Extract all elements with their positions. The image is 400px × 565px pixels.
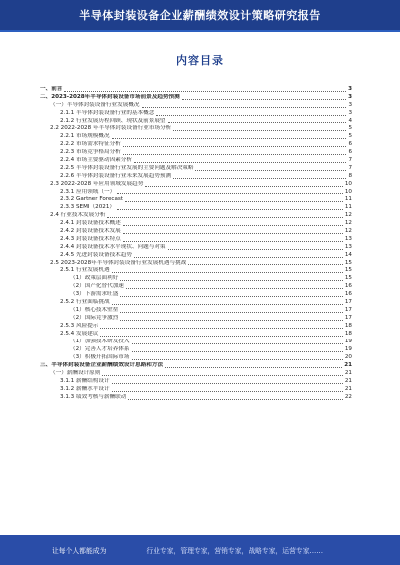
toc-entry[interactable] bbox=[40, 267, 352, 275]
toc-entry-label: 一、前言 bbox=[40, 86, 63, 92]
toc-entry-page: 3 bbox=[348, 86, 352, 92]
toc-leader-dots bbox=[107, 217, 342, 218]
toc-entry[interactable] bbox=[40, 386, 352, 394]
toc-entry-page: 4 bbox=[348, 117, 352, 124]
toc-entry-page: 7 bbox=[348, 164, 352, 171]
toc-entry[interactable] bbox=[40, 228, 352, 236]
toc-entry-label: 3.1.3 绩效考核与薪酬联动 bbox=[60, 393, 127, 400]
toc-entry-page: 21 bbox=[344, 385, 352, 392]
toc-leader-dots bbox=[126, 288, 343, 289]
toc-entry[interactable] bbox=[40, 370, 352, 378]
toc-leader-dots bbox=[120, 320, 343, 321]
toc-leader-dots bbox=[145, 186, 343, 187]
toc-entry[interactable] bbox=[40, 181, 352, 189]
toc-entry-page: 5 bbox=[348, 133, 352, 140]
toc-entry-page: 16 bbox=[344, 291, 352, 298]
toc-entry-page: 11 bbox=[344, 204, 352, 211]
toc-entry[interactable] bbox=[40, 94, 352, 102]
toc-entry[interactable] bbox=[40, 346, 352, 354]
toc-entry-label: 2.4.5 先进封装设备技术趋势 bbox=[60, 251, 132, 258]
toc-entry-label: 2.3.2 Gartner Forecast bbox=[60, 196, 124, 203]
toc-leader-dots bbox=[123, 233, 343, 234]
toc-leader-dots bbox=[120, 280, 343, 281]
toc-entry-label: （2）完善人才培养体系 bbox=[70, 346, 130, 353]
toc-entry-label: 3.1.2 薪酬水平设计 bbox=[60, 385, 110, 392]
toc-entry-label: （2）国产化替代加速 bbox=[70, 283, 124, 290]
toc-entry-page: 3 bbox=[348, 93, 352, 100]
toc-entry-page: 11 bbox=[344, 196, 352, 203]
toc-leader-dots bbox=[123, 241, 343, 242]
toc-entry-page: 17 bbox=[344, 306, 352, 313]
toc-entry-page: 15 bbox=[344, 275, 352, 282]
footer-roles: 行业专家，管理专家，营销专家，战略专家，运营专家…… bbox=[146, 547, 324, 555]
toc-leader-dots bbox=[112, 383, 343, 384]
toc-leader-dots bbox=[132, 351, 343, 352]
toc-leader-dots bbox=[112, 304, 343, 305]
toc-entry-page: 5 bbox=[348, 125, 352, 132]
toc-leader-dots bbox=[134, 257, 343, 258]
toc-leader-dots bbox=[142, 107, 347, 108]
toc-leader-dots bbox=[102, 375, 343, 376]
toc-entry[interactable] bbox=[40, 102, 352, 110]
toc-leader-dots bbox=[112, 391, 343, 392]
toc-leader-dots bbox=[100, 336, 342, 337]
toc-entry-label: 2.1.2 行业发展历程回顾、现状及前景展望 bbox=[60, 117, 166, 124]
toc-entry[interactable] bbox=[40, 244, 352, 252]
toc-entry-label: 2.2.1 市场规模概况 bbox=[60, 133, 110, 140]
toc-entry-label: （一）薪酬设计原则 bbox=[50, 370, 101, 377]
toc-leader-dots bbox=[123, 225, 343, 226]
toc-entry-label: 2.2.6 半导体封装设备行业未来发展趋势预测 bbox=[60, 172, 172, 179]
toc-entry-page: 3 bbox=[348, 109, 352, 116]
toc-entry[interactable] bbox=[40, 118, 352, 126]
report-header bbox=[0, 0, 400, 30]
toc-leader-dots bbox=[168, 122, 347, 123]
toc-leader-dots bbox=[112, 138, 347, 139]
toc-entry-page: 17 bbox=[344, 314, 352, 321]
toc-entry-label: 2.2.5 半导体封装设备行业发展的主要问题及解决策略 bbox=[60, 164, 194, 171]
header-divider bbox=[0, 30, 400, 32]
toc-entry-page: 21 bbox=[344, 377, 352, 384]
toc-heading: 内容目录 bbox=[176, 54, 224, 67]
report-title: 半导体封装设备企业薪酬绩效设计策略研究报告 bbox=[79, 9, 321, 22]
toc-entry[interactable] bbox=[40, 362, 352, 370]
toc-entry-page: 19 bbox=[344, 338, 352, 345]
toc-entry-label: （1）加强技术研发投入 bbox=[70, 338, 130, 345]
toc-entry[interactable] bbox=[40, 252, 352, 260]
toc-entry-label: 2.3.1 应用领域（一） bbox=[60, 188, 116, 195]
toc-entry-page: 14 bbox=[344, 251, 352, 258]
toc-leader-dots bbox=[117, 209, 343, 210]
toc-entry-page: 7 bbox=[348, 157, 352, 163]
toc-entry-label: 2.2.3 市场竞争格局分析 bbox=[60, 149, 121, 156]
toc-leader-dots bbox=[112, 272, 343, 273]
toc-entry-page: 6 bbox=[348, 141, 352, 148]
toc-leader-dots bbox=[165, 367, 342, 368]
toc-entry[interactable] bbox=[40, 196, 352, 204]
toc-entry[interactable] bbox=[40, 110, 352, 118]
toc-entry-label: 2.3 2022-2028 年应用领域发展趋势 bbox=[50, 180, 144, 187]
toc-entry[interactable] bbox=[40, 283, 352, 291]
toc-entry-page: 15 bbox=[344, 267, 352, 274]
toc-entry-label: 2.4.1 封装设备技术概述 bbox=[60, 220, 121, 227]
toc-entry-label: （1）政策层面利好 bbox=[70, 275, 119, 282]
toc-leader-dots bbox=[188, 264, 343, 265]
toc-entry-label: （3）积极开拓国际市场 bbox=[70, 354, 130, 361]
toc-entry-label: （1）核心技术壁垒 bbox=[70, 306, 119, 313]
toc-entry-label: 2.2.2 市场需求特征分析 bbox=[60, 141, 121, 148]
toc-entry[interactable] bbox=[40, 165, 352, 173]
toc-entry[interactable] bbox=[40, 189, 352, 197]
toc-entry-page: 19 bbox=[344, 346, 352, 353]
toc-entry[interactable] bbox=[40, 133, 352, 141]
toc-entry-label: 2.3.3 SEMI（2021） bbox=[60, 204, 115, 211]
toc-entry-page: 10 bbox=[344, 188, 352, 195]
toc-entry-label: 2.4.3 封装设备技术特点 bbox=[60, 235, 121, 242]
toc-leader-dots bbox=[64, 91, 346, 92]
toc-entry[interactable] bbox=[40, 299, 352, 307]
toc-entry-label: （2）国际竞争激烈 bbox=[70, 314, 119, 321]
toc-entry-page: 21 bbox=[344, 362, 352, 369]
footer-slogan: 让每个人都能成为 bbox=[52, 547, 107, 555]
toc-entry-label: 3.1.1 薪酬结构设计 bbox=[60, 377, 110, 384]
toc-leader-dots bbox=[128, 399, 343, 400]
toc-entry[interactable] bbox=[40, 275, 352, 283]
toc-entry[interactable] bbox=[40, 173, 352, 181]
toc-entry[interactable] bbox=[40, 149, 352, 157]
toc-entry-page: 12 bbox=[344, 220, 352, 227]
toc-entry-page: 16 bbox=[344, 283, 352, 290]
toc-leader-dots bbox=[134, 162, 346, 163]
toc-entry[interactable] bbox=[40, 307, 352, 315]
table-of-contents bbox=[40, 86, 352, 402]
toc-entry[interactable] bbox=[40, 157, 352, 165]
toc-entry[interactable] bbox=[40, 141, 352, 149]
toc-entry-label: 2.2.4 市场主要驱动因素分析 bbox=[60, 157, 132, 163]
toc-entry-page: 3 bbox=[348, 101, 352, 108]
toc-entry[interactable] bbox=[40, 354, 352, 362]
report-footer bbox=[0, 535, 400, 565]
toc-entry-label: 2.4.4 封装设备技术水平现状、问题与对策 bbox=[60, 243, 166, 250]
toc-entry[interactable] bbox=[40, 125, 352, 133]
toc-entry-label: 2.5.1 行业发展机遇 bbox=[60, 267, 110, 274]
toc-entry-page: 13 bbox=[344, 243, 352, 250]
toc-entry[interactable] bbox=[40, 260, 352, 268]
toc-leader-dots bbox=[120, 296, 343, 297]
toc-leader-dots bbox=[132, 359, 343, 360]
toc-leader-dots bbox=[173, 130, 346, 131]
toc-entry-label: 2.5.3 风险提示 bbox=[60, 322, 99, 329]
toc-entry-label: （3）下游需求旺盛 bbox=[70, 291, 119, 298]
toc-leader-dots bbox=[132, 343, 343, 344]
toc-leader-dots bbox=[156, 115, 346, 116]
toc-entry-label: （一）半导体封装设备行业发展概况 bbox=[50, 101, 140, 108]
toc-entry-page: 18 bbox=[344, 322, 352, 329]
toc-entry-page: 12 bbox=[344, 212, 352, 219]
toc-entry-label: 2.5.2 行业面临挑战 bbox=[60, 299, 110, 306]
toc-entry-page: 10 bbox=[344, 180, 352, 187]
toc-entry-label: 2.5 2023-2028年半导体封装设备行业发展机遇与挑战 bbox=[50, 259, 187, 266]
toc-entry[interactable] bbox=[40, 378, 352, 386]
toc-entry-page: 6 bbox=[348, 149, 352, 156]
toc-entry-label: 2.4.2 封装设备技术发展 bbox=[60, 228, 121, 235]
toc-entry-page: 13 bbox=[344, 235, 352, 242]
toc-entry-page: 22 bbox=[344, 393, 352, 400]
toc-leader-dots bbox=[120, 312, 343, 313]
toc-entry-label: 2.5.4 发展建议 bbox=[60, 330, 99, 337]
toc-leader-dots bbox=[100, 328, 342, 329]
toc-leader-dots bbox=[123, 146, 347, 147]
toc-entry[interactable] bbox=[40, 204, 352, 212]
toc-entry[interactable] bbox=[40, 323, 352, 331]
toc-entry[interactable] bbox=[40, 339, 352, 347]
toc-entry-page: 17 bbox=[344, 299, 352, 306]
toc-entry-label: 二、2023-2028年半导体封装设备市场前景及趋势预测 bbox=[40, 93, 180, 100]
toc-entry[interactable] bbox=[40, 331, 352, 339]
toc-entry-page: 21 bbox=[344, 370, 352, 377]
toc-entry[interactable] bbox=[40, 236, 352, 244]
toc-entry-label: 2.2 2022-2028 年半导体封装设备行业市场分析 bbox=[50, 125, 172, 132]
toc-entry-label: 2.1.1 半导体封装设备行业的基本概念 bbox=[60, 109, 155, 116]
toc-entry[interactable] bbox=[40, 394, 352, 402]
toc-leader-dots bbox=[182, 99, 346, 100]
toc-entry-page: 18 bbox=[344, 330, 352, 337]
toc-leader-dots bbox=[125, 201, 343, 202]
toc-entry-page: 20 bbox=[344, 354, 352, 361]
toc-entry-page: 8 bbox=[348, 172, 352, 179]
toc-leader-dots bbox=[123, 154, 347, 155]
toc-entry-page: 12 bbox=[344, 228, 352, 235]
toc-entry-label: 2.4 行业技术发展分析 bbox=[50, 212, 106, 219]
toc-entry[interactable] bbox=[40, 291, 352, 299]
toc-entry[interactable] bbox=[40, 86, 352, 94]
toc-entry-label: 三、半导体封装设备企业薪酬绩效设计思路和方法 bbox=[40, 362, 164, 369]
toc-leader-dots bbox=[117, 193, 343, 194]
toc-leader-dots bbox=[168, 249, 343, 250]
toc-entry-page: 15 bbox=[344, 259, 352, 266]
toc-leader-dots bbox=[195, 170, 346, 171]
toc-entry[interactable] bbox=[40, 315, 352, 323]
toc-entry[interactable] bbox=[40, 212, 352, 220]
toc-entry[interactable] bbox=[40, 220, 352, 228]
toc-leader-dots bbox=[173, 178, 346, 179]
